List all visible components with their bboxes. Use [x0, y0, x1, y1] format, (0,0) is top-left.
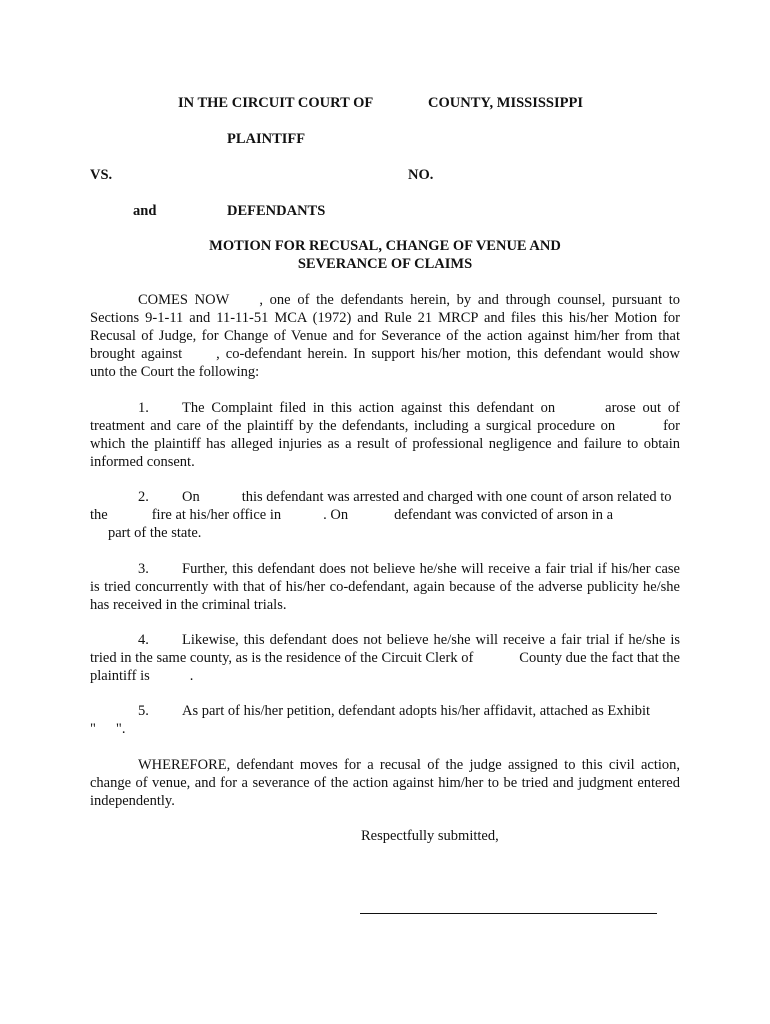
wherefore-paragraph [90, 756, 680, 810]
paragraph-4-text-1: Likewise, this defendant does not believe he/she will receive a fair trial if he/she is tried in the same county, as is the residence of the Circuit Clerk of [90, 632, 680, 666]
and-label: and [133, 203, 157, 219]
paragraph-3 [90, 560, 680, 614]
paragraph-1 [90, 399, 680, 471]
vs-label: VS. [90, 167, 113, 183]
closing-text: Respectfully submitted, [361, 828, 499, 844]
intro-text-3: , co-defendant herein. In support his/her motion, this defendant would show unto the Court the following: [90, 346, 680, 380]
paragraph-2 [90, 488, 680, 542]
paragraph-4-text-3: . [189, 668, 194, 684]
paragraph-2-text-5: defendant was convicted of arson in a [394, 507, 614, 523]
paragraph-2-text-3: fire at his/her office in [151, 507, 282, 523]
paragraph-1-text-1: The Complaint filed in this action against this defendant on [182, 400, 556, 416]
paragraph-2-number: 2. [138, 489, 149, 505]
paragraph-2-text-1: On [182, 489, 200, 505]
paragraph-1-text-2: arose out of treatment and care of the plaintiff by the defendants, including a surgical procedure on [90, 400, 680, 434]
court-county-suffix: COUNTY, MISSISSIPPI [428, 95, 583, 111]
paragraph-4-number: 4. [138, 632, 149, 648]
paragraph-5-number: 5. [138, 703, 149, 719]
defendants-label: DEFENDANTS [227, 203, 326, 219]
case-number-label: NO. [408, 167, 434, 183]
motion-title-line2: SEVERANCE OF CLAIMS [297, 256, 473, 272]
paragraph-1-number: 1. [138, 400, 149, 416]
paragraph-5 [90, 702, 680, 738]
paragraph-3-number: 3. [138, 561, 149, 577]
paragraph-5-text-3: ". [115, 721, 126, 737]
paragraph-1-text-3: for which the plaintiff has alleged injuries as a result of professional negligence and failure to obtain informed consent. [90, 418, 680, 470]
signature-line [360, 913, 657, 914]
intro-text-1: COMES NOW [138, 292, 230, 308]
paragraph-4-text-2: County due the fact that the plaintiff is [90, 650, 680, 684]
paragraph-2-text-2: this defendant was arrested and charged with one count of arson related to the [90, 489, 672, 523]
motion-title-line1: MOTION FOR RECUSAL, CHANGE OF VENUE AND [209, 238, 561, 254]
plaintiff-label: PLAINTIFF [227, 131, 306, 147]
paragraph-3-text: Further, this defendant does not believe he/she will receive a fair trial if his/her case is tried concurrently with that of his/her co-defendant, again because of the adverse publicity he/she has received in the criminal trials. [90, 561, 680, 613]
paragraph-2-text-6: part of the state. [108, 525, 202, 541]
paragraph-2-text-4: . On [323, 507, 349, 523]
intro-paragraph [90, 291, 680, 381]
paragraph-5-text-2: " [90, 721, 96, 737]
court-name-prefix: IN THE CIRCUIT COURT OF [178, 95, 374, 111]
wherefore-text: WHEREFORE, defendant moves for a recusal of the judge assigned to this civil action, change of venue, and for a severance of the action against him/her to be tried and judgment entered independently. [90, 757, 680, 809]
paragraph-4 [90, 631, 680, 685]
paragraph-5-text-1: As part of his/her petition, defendant adopts his/her affidavit, attached as Exhibit [182, 703, 651, 719]
intro-text-2: , one of the defendants herein, by and through counsel, pursuant to Sections 9-1-11 and 11-11-51 MCA (1972) and Rule 21 MRCP and files this his/her Motion for Recusal of Judge, for Change of Venue and for Severance of the action against him/her from that brought against [90, 292, 680, 362]
